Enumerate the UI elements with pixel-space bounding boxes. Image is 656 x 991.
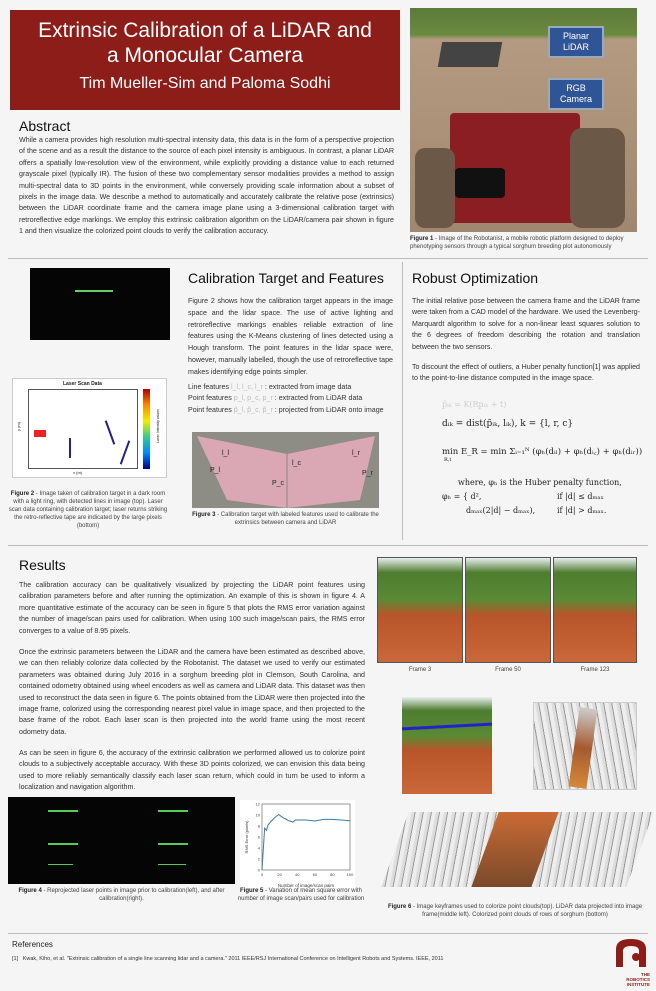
y-axis-label: RMS Error (pixels) (244, 820, 249, 854)
references-heading: References (12, 940, 53, 949)
scan-segment (120, 440, 130, 464)
frame-label: Frame 50 (495, 667, 521, 673)
label-rgb-camera: RGB Camera (548, 78, 604, 110)
colorized-row (471, 812, 558, 887)
label-l-left: l_l (222, 450, 230, 457)
line-before (48, 843, 78, 845)
label-l-right: l_r (352, 450, 360, 457)
figure4-caption: Figure 4 - Reprojected laser points in image prior to calibration(left), and after calibration(right). (18, 888, 225, 902)
y-tick-label: 2 (257, 856, 260, 862)
divider (8, 258, 648, 259)
x-tick-label: 40 (294, 872, 300, 877)
reference-item: [1] Kwak, Kiho, et al. "Extrinsic calibration of a single line scanning lidar and a camera." 2011 IEEE/RSJ International Conference on Intelligent Robots and Systems. IEEE, 2011 (12, 956, 444, 962)
y-tick-label: 10 (255, 812, 260, 818)
figure6-caption: Figure 6 - Image keyframes used to colorize point clouds(top). LiDAR data projected into image frame(middle left). Colorized point clouds of rows of sorghum (bottom) (387, 904, 643, 918)
robust-heading: Robust Optimization (412, 270, 539, 286)
point-cloud-top-view (533, 702, 637, 790)
title-banner (10, 10, 400, 110)
divider (8, 545, 648, 546)
feature-item: Line features l_l, l_c, l_r : extracted from image data (188, 383, 352, 391)
x-axis-label: x (m) (73, 470, 83, 475)
detected-line (75, 290, 113, 292)
title-line-1: Extrinsic Calibration of a LiDAR and (38, 19, 372, 42)
rms-error-chart (240, 800, 355, 888)
abstract-heading: Abstract (19, 118, 71, 134)
calibration-heading: Calibration Target and Features (188, 270, 384, 286)
feature-item: Point features p̃_l, p̃_c, p̃_r : projected from LiDAR onto image (188, 405, 384, 414)
x-axis-label: Number of image/scan pairs (277, 883, 335, 888)
results-heading: Results (19, 557, 66, 573)
figure2-caption: Figure 2 - Image taken of calibration target in a dark room with a light ring, with detected lines in image (top). Laser scan data containing calibration target; laser returns striking the retro-reflective tape are indicated by the large pixels (bottom) (8, 491, 168, 529)
calibration-text: Figure 2 shows how the calibration target appears in the image space and the lidar space. The use of active lighting and retroreflective markings enables reliable extraction of line features using the K-Means clustering of lines detected using a Hough transform. The point features in the lidar space were, however, manually labelled, though the use of retroreflective tape makes identifying edge points simpler. (188, 297, 393, 376)
abstract-text: While a camera provides high resolution multi-spectral intensity data, this data is in the form of a perspective projection of the scene and as a result the distance to the source of each pixel intensity is ambiguous. In contrast, a planar LiDAR offers a spatially low-resolution view of the environment, while explicitly providing a distance value to each returned grayscale pixel (typically IR). The fusion of these two complementary sensor modalities provides a method to assign multi-spectral data to 3D points in the environment, while conversely providing scale information about a subset of pixels in the image data. We describe a method to automatically and accurately calibrate the relative pose (extrinsics) between the LiDAR coordinate frame and the camera image plane using a 3-dimensional calibration target with retroreflective edge markings. We employ this extrinsic calibration algorithm on the LiDAR/camera pair shown in figure 1 and then visualize the colorized point clouds to verify the calibration accuracy. (19, 136, 394, 236)
lidar-projected-image (402, 697, 492, 794)
huber-case-1: φₕ = { d², if |d| ≤ dₘₐₓ (442, 492, 604, 501)
x-tick-label: 0 (260, 872, 264, 877)
calibration-target-photo (192, 432, 379, 508)
huber-case-2: dₘₐₓ(2|d| − dₘₐₓ), if |d| > dₘₐₓ. (466, 506, 607, 515)
results-paragraph-2: Once the extrinsic parameters between the LiDAR and the camera have been estimated as described above, we can then reliably colorize data collected by the Robotanist. The dataset we used to verify our estimated parameters was obtained during July 2016 in a sorghum breeding plot in Clemson, South Carolina, and contained odometry obtained using wheel encoders as well as camera and LiDAR data. This dataset was then used to reconstruct the data seen in figure 6. The points obtained from the LiDAR were then projected into the image frame, colorized using the corresponding nearest pixel value in image space, and then projected to the base frame of the robot. Each laser scan is then projected into the world frame using the most recent odometry data. (19, 648, 365, 736)
label-l-center: l_c (292, 460, 301, 467)
robust-paragraph-1: The initial relative pose between the camera frame and the LiDAR frame were taken from a CAD model of the hardware. We used the Levenberg-Marquardt algorithm to solve for a non-linear least squares solution to the 6 degrees of freedom describing the rotation and translation between the two sensors. (412, 297, 640, 351)
reprojection-image (8, 797, 235, 884)
logo-text: THE ROBOTICS INSTITUTE (626, 972, 650, 987)
y-tick-label: 4 (257, 845, 260, 851)
point-cloud-3d-view (381, 812, 653, 887)
y-axis-label: y (m) (16, 421, 22, 432)
figure1-caption: Figure 1 - Image of the Robotanist, a mobile robotic platform designed to deploy phenotyping sensors through a typical sorghum breeding plot autonomously (410, 236, 624, 250)
robotics-institute-logo (612, 937, 650, 987)
x-tick-label: 60 (312, 872, 318, 877)
equation-distance: dᵢₖ = dist(p̃ᵢₖ, lᵢₖ), k = {l, r, c} (442, 419, 574, 429)
y-tick-label: 8 (257, 823, 260, 829)
lidar-shape (438, 42, 502, 67)
equation-projection: p̃ᵢₖ = K(Rpᵢₖ + t) (442, 400, 507, 409)
label-planar-lidar: Planar LiDAR (548, 26, 604, 58)
line-after (158, 864, 186, 865)
huber-description: where, φₕ is the Huber penalty function, (458, 478, 622, 487)
x-tick-label: 100 (346, 872, 354, 877)
frame-3-image (377, 557, 463, 663)
wheel (570, 128, 625, 228)
results-paragraph-1: The calibration accuracy can be qualitatively visualized by projecting the LiDAR point features using calibration parameters before and after running the optimization. An example of this is shown in figure 4. A more quantitative estimate of the accuracy can be seen in figure 5 that plots the RMS error variation against the number of image/scan pairs used for calibration. When using 100 such image/scan pairs, the RMS error converges to a value of 8.95 pixels. (19, 581, 365, 635)
projected-scan-line (402, 723, 492, 731)
figure5-caption: Figure 5 - Variation of mean square error with number of image scan/pairs used for calibration (237, 888, 365, 902)
line-before (48, 810, 78, 812)
equation-subscript: R,t (444, 457, 452, 463)
logo-arch-icon (612, 937, 650, 967)
results-paragraph-3: As can be seen in figure 6, the accuracy of the extrinsic calibration we performed allowed us to colorize point clouds to a subjectively acceptable accuracy. With these 3D points colorized, we can envision this data being used to more reliably semantically classify each laser scan return, which could in turn be used to inform a localization and navigation algorithm. (19, 749, 365, 792)
figure3-caption: Figure 3 - Calibration target with labeled features used to calibrate the extrinsics between camera and LiDAR (192, 512, 379, 526)
x-tick-label: 80 (330, 872, 335, 877)
target-returns (34, 430, 46, 437)
y-tick-label: 12 (255, 801, 260, 807)
scan-segment (105, 420, 115, 444)
label-p-left: P_l (210, 467, 221, 474)
label-p-right: P_r (362, 470, 373, 477)
poster-title (10, 18, 400, 68)
frame-label: Frame 3 (408, 667, 432, 673)
laser-scan-plot (12, 378, 167, 478)
colorbar (143, 389, 150, 469)
wheel (415, 148, 455, 228)
y-tick-label: 6 (257, 834, 260, 840)
camera-shape (455, 168, 505, 198)
x-tick-label: 20 (277, 872, 282, 877)
line-after (158, 810, 188, 812)
line-after (158, 843, 188, 845)
y-tick-label: 0 (257, 867, 260, 873)
equation-objective: min E_R = min Σᵢ₌₁ᴺ (φₕ(dᵢₗ) + φₕ(dᵢ꜀) + φₕ(dᵢᵣ)) (442, 447, 643, 457)
title-line-2: a Monocular Camera (106, 44, 304, 67)
label-p-center: P_c (272, 480, 285, 487)
feature-list (188, 382, 398, 416)
frame-50-image (465, 557, 551, 663)
colorized-row (569, 707, 598, 789)
plot-area (28, 389, 138, 469)
feature-item: Point features p_l, p_c, p_r : extracted from LiDAR data (188, 394, 363, 403)
column-divider (402, 262, 403, 540)
robot-photo (410, 8, 637, 232)
authors: Tim Mueller-Sim and Paloma Sodhi (79, 75, 331, 92)
scan-segment (69, 438, 71, 458)
plot-title: Laser Scan Data (63, 381, 102, 387)
divider (8, 933, 648, 934)
frame-123-image (553, 557, 637, 663)
line-before (48, 864, 73, 865)
frame-label: Frame 123 (580, 667, 610, 673)
robust-paragraph-2: To discount the effect of outliers, a Huber penalty function[1] was applied to the point-to-line distance computed in the image space. (412, 363, 640, 383)
colorbar-label: Laser Intensity values (155, 409, 160, 443)
dark-room-image (30, 268, 170, 340)
